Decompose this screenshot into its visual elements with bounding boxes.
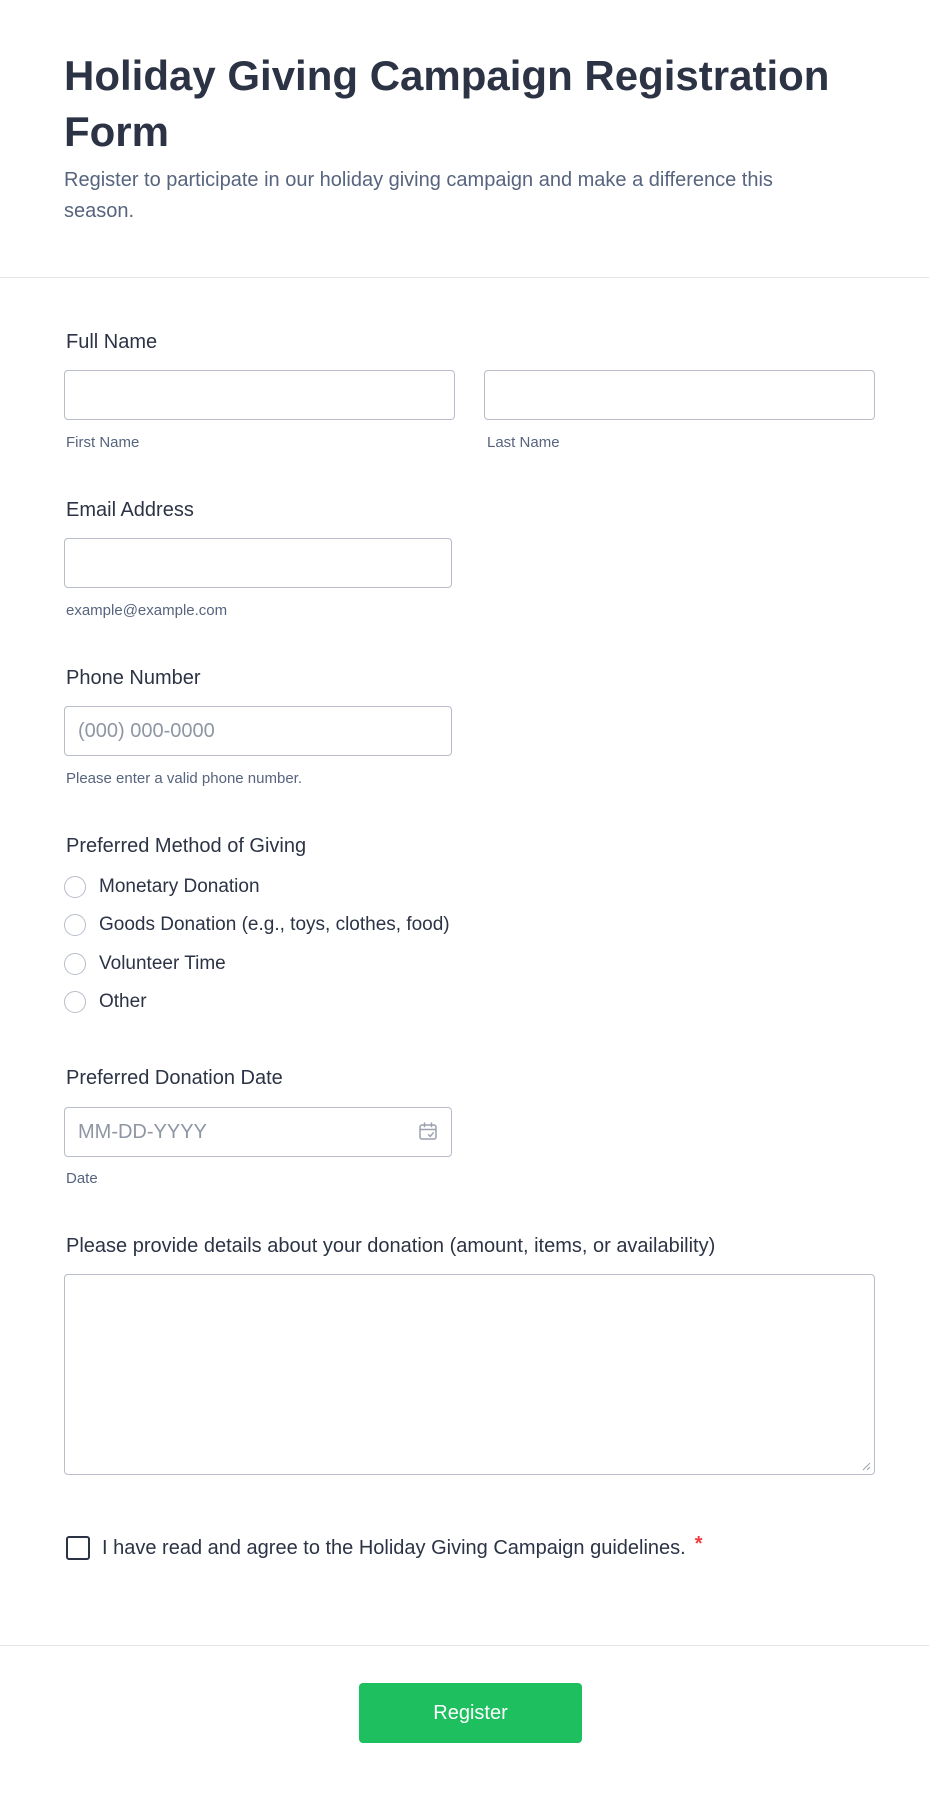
form-subtitle: Register to participate in our holiday giving campaign and make a difference this season. — [64, 169, 773, 222]
donation-date-sublabel: Date — [66, 1170, 98, 1187]
form-title: Holiday Giving Campaign Registration Form — [64, 52, 830, 155]
giving-method-label: Preferred Method of Giving — [66, 835, 307, 857]
required-asterisk: * — [694, 1532, 703, 1555]
calendar-icon[interactable] — [417, 1120, 439, 1142]
radio-option-label: Goods Donation (e.g., toys, clothes, food) — [99, 914, 450, 935]
donation-date-label: Preferred Donation Date — [66, 1067, 283, 1089]
phone-label: Phone Number — [66, 667, 201, 689]
radio-button[interactable] — [64, 876, 86, 898]
full-name-label: Full Name — [66, 331, 158, 353]
radio-button[interactable] — [64, 914, 86, 936]
agreement-checkbox-row[interactable] — [66, 1532, 703, 1561]
agreement-label: I have read and agree to the Holiday Giving Campaign guidelines. — [102, 1536, 686, 1559]
radio-button[interactable] — [64, 991, 86, 1013]
radio-option-monetary[interactable] — [64, 874, 260, 900]
details-label: Please provide details about your donation (amount, items, or availability) — [66, 1235, 716, 1257]
last-name-input[interactable] — [484, 370, 875, 420]
first-name-sublabel: First Name — [66, 434, 140, 451]
register-button[interactable]: Register — [359, 1683, 582, 1743]
form-header — [0, 0, 929, 278]
radio-button[interactable] — [64, 953, 86, 975]
last-name-sublabel: Last Name — [487, 434, 560, 451]
radio-option-label: Other — [99, 991, 147, 1012]
agreement-checkbox[interactable] — [66, 1536, 90, 1560]
resize-handle-icon[interactable] — [861, 1461, 871, 1471]
email-label: Email Address — [66, 499, 194, 521]
radio-option-label: Volunteer Time — [99, 953, 226, 974]
email-sublabel: example@example.com — [66, 602, 228, 619]
radio-option-volunteer[interactable] — [64, 951, 226, 977]
radio-option-label: Monetary Donation — [99, 876, 260, 897]
radio-option-other[interactable] — [64, 989, 147, 1015]
radio-option-goods[interactable] — [64, 912, 450, 938]
first-name-input[interactable] — [64, 370, 455, 420]
email-input[interactable] — [64, 538, 452, 588]
phone-input[interactable] — [64, 706, 452, 756]
details-textarea[interactable] — [64, 1274, 875, 1475]
donation-date-input[interactable] — [64, 1107, 452, 1157]
phone-sublabel: Please enter a valid phone number. — [66, 770, 302, 787]
